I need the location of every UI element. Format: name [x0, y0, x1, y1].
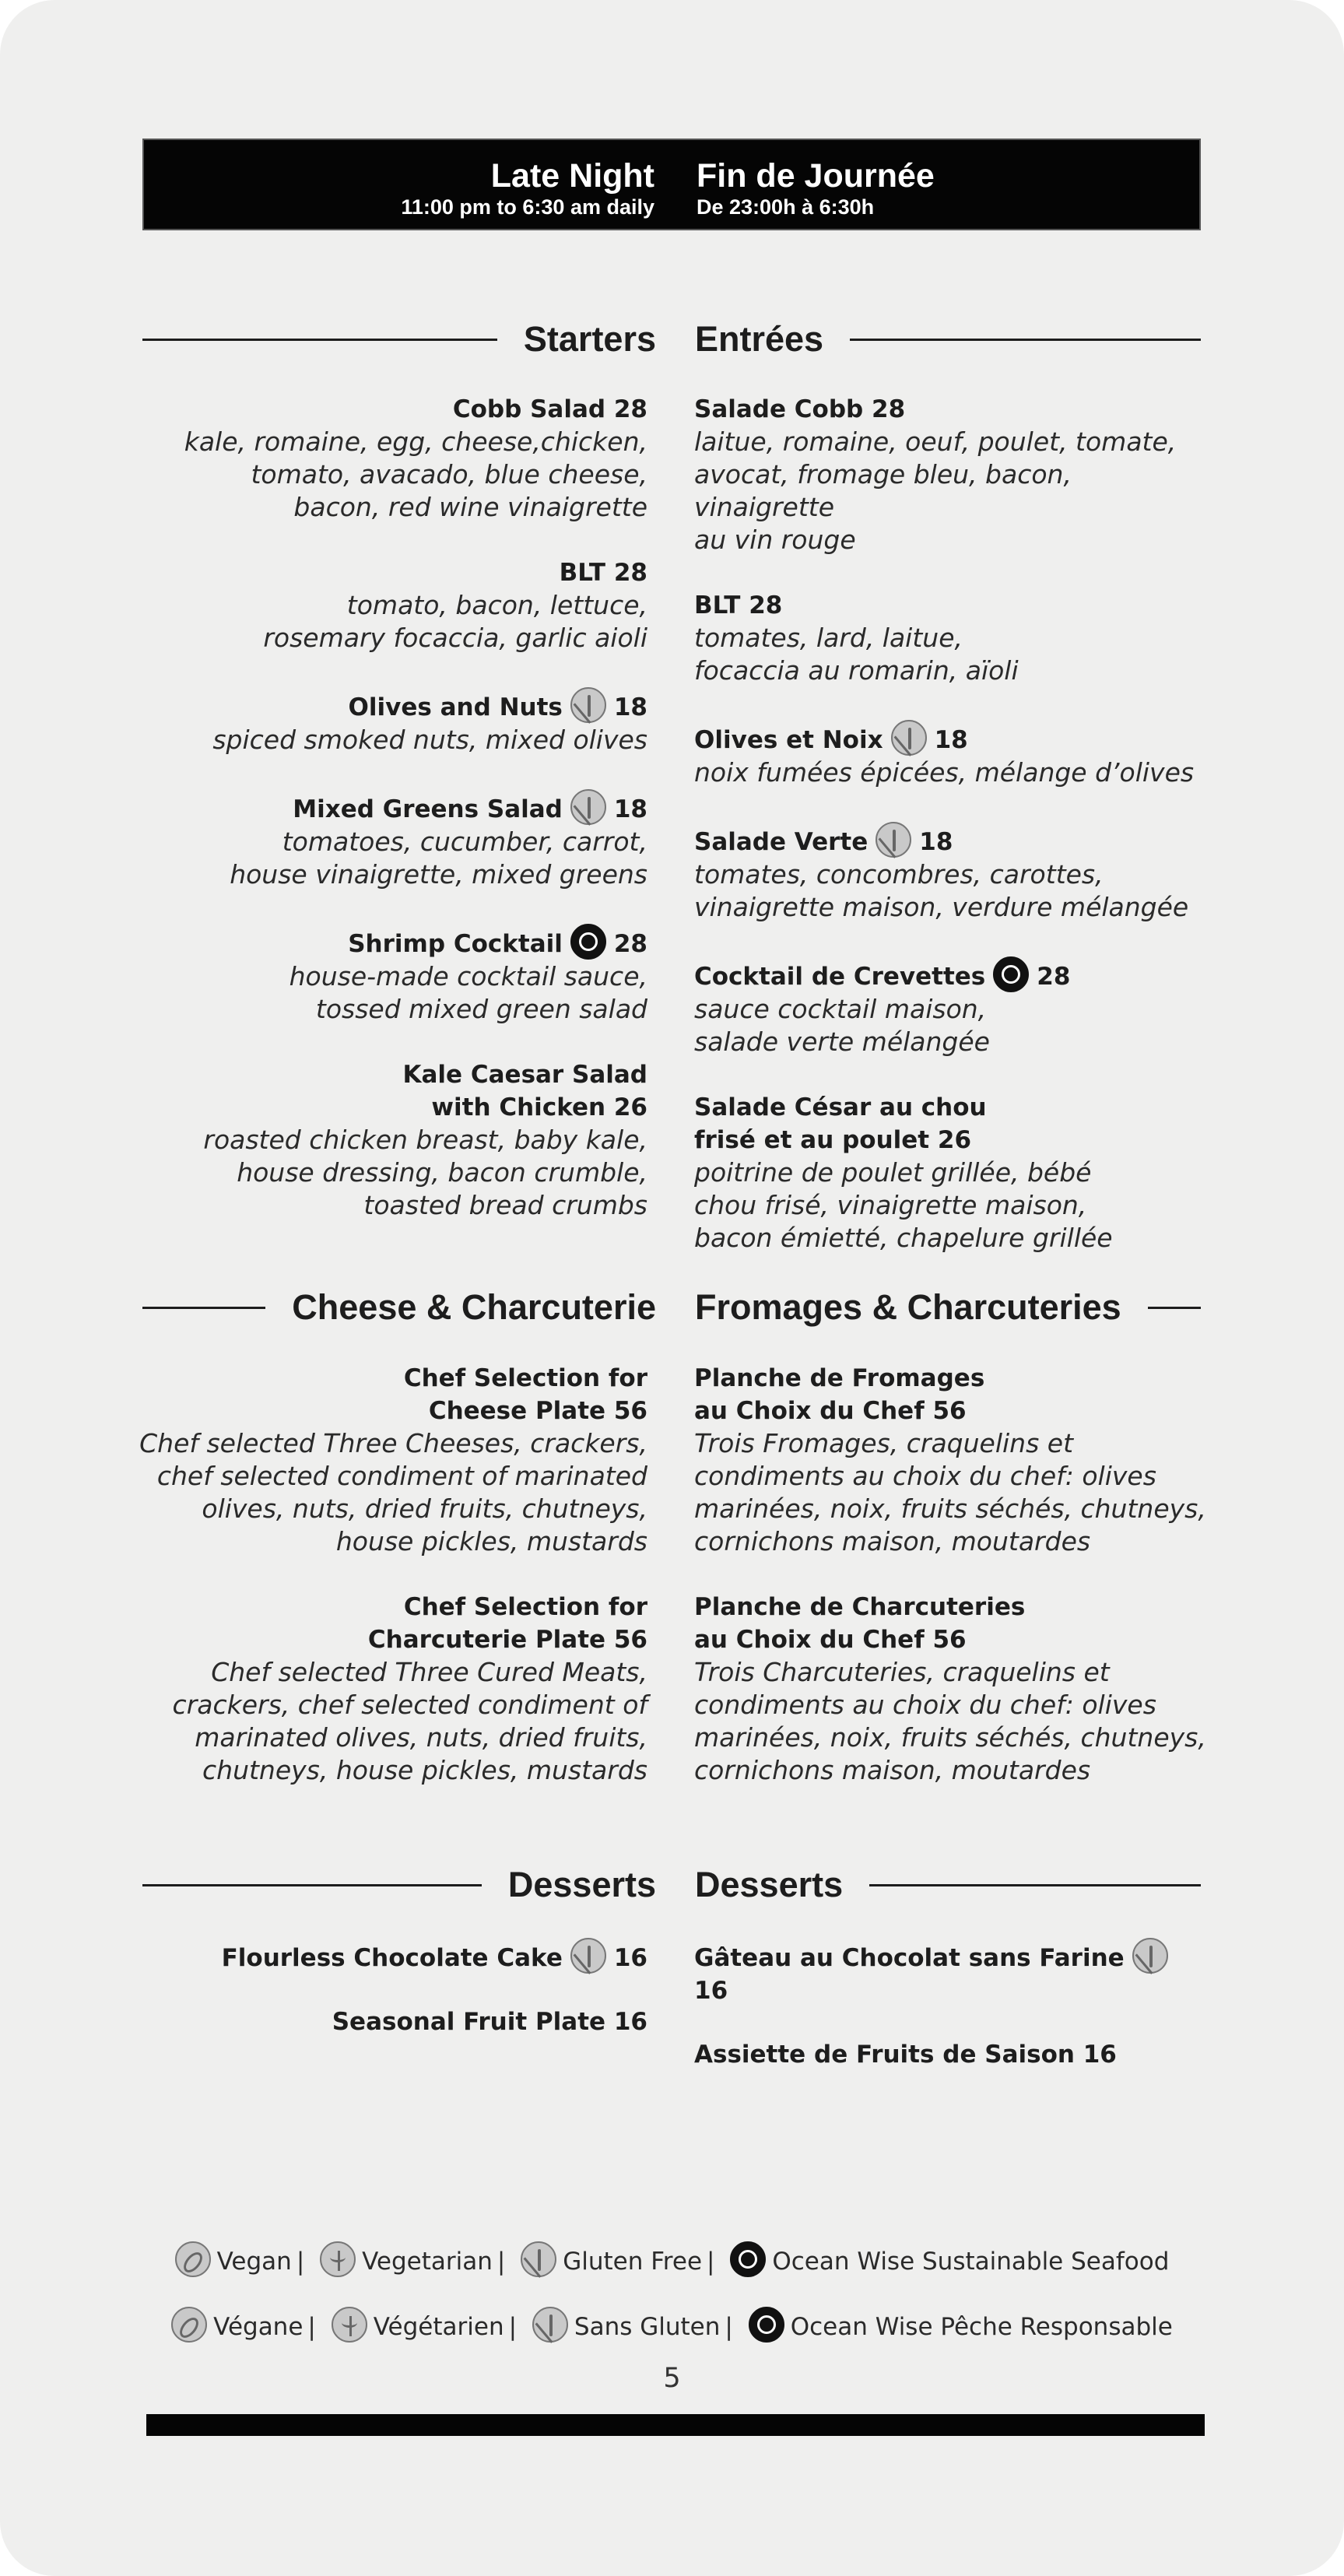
item-name: Olives et Noix [694, 726, 883, 754]
menu-item [134, 1058, 647, 1222]
menu-item [134, 1591, 647, 1787]
item-desc: tomates, concombres, carottes, [694, 859, 1104, 890]
legend-vegetarian: Végétarien [373, 2313, 504, 2341]
item-desc: spiced smoked nuts, mixed olives [212, 725, 647, 755]
late-night-hours: 11:00 pm to 6:30 am daily [401, 195, 654, 219]
menu-item [694, 720, 1208, 789]
item-desc: house dressing, bacon crumble, [237, 1157, 647, 1188]
ocean-wise-icon [730, 2241, 766, 2277]
legend-separator: | [508, 2313, 518, 2341]
item-desc: tomatoes, cucumber, carrot, [282, 826, 647, 857]
menu-item [694, 1938, 1208, 2007]
legend-ocean-wise: Ocean Wise Sustainable Seafood [772, 2248, 1170, 2276]
item-name: with Chicken 26 [431, 1093, 647, 1121]
item-desc: tomates, lard, laitue, [694, 623, 963, 653]
item-desc: bacon émietté, chapelure grillée [694, 1223, 1113, 1253]
item-desc: bacon, red wine vinaigrette [293, 492, 647, 522]
item-desc: noix fumées épicées, mélange d’olives [694, 757, 1195, 788]
item-name: Planche de Fromages [694, 1364, 985, 1392]
vegan-icon [175, 2241, 211, 2277]
desserts-heading [142, 1862, 1201, 1908]
menu-item [694, 393, 1208, 556]
item-desc: tossed mixed green salad [315, 994, 647, 1024]
item-name: Salade Cobb 28 [694, 395, 906, 423]
item-name: Mixed Greens Salad [293, 795, 563, 823]
legend-vegan: Végane [213, 2313, 304, 2341]
item-desc: chef selected condiment of marinated [156, 1461, 647, 1491]
item-desc: kale, romaine, egg, cheese,chicken, [184, 426, 647, 457]
section-title-fr: Desserts [695, 1865, 844, 1904]
menu-item [694, 1591, 1208, 1787]
menu-item [694, 956, 1208, 1058]
item-name: Kale Caesar Salad [402, 1061, 647, 1089]
legend-separator: | [707, 2248, 715, 2276]
menu-item [134, 556, 647, 655]
item-name-row [134, 687, 647, 724]
legend-fr [0, 2307, 1344, 2343]
starters-fr-column [694, 393, 1208, 1287]
item-name: Olives and Nuts [348, 693, 563, 721]
legend-vegan: Vegan [216, 2248, 292, 2276]
item-desc: toasted bread crumbs [363, 1190, 647, 1220]
item-name: Planche de Charcuteries [694, 1593, 1026, 1621]
item-name: Seasonal Fruit Plate 16 [332, 2008, 647, 2036]
menu-item [134, 789, 647, 891]
item-name: Cobb Salad 28 [452, 395, 647, 423]
footer-bar [146, 2414, 1205, 2436]
item-desc: salade verte mélangée [694, 1027, 990, 1057]
item-name: Cocktail de Crevettes [694, 963, 986, 991]
item-name: BLT 28 [559, 559, 647, 587]
title-fr [697, 157, 935, 219]
item-name: Shrimp Cocktail [348, 930, 563, 958]
section-title-en: Desserts [507, 1865, 656, 1904]
item-price: 18 [613, 795, 647, 823]
legend-separator: | [497, 2248, 506, 2276]
section-title-fr: Fromages & Charcuteries [695, 1287, 1121, 1327]
item-price: 18 [919, 828, 953, 856]
menu-item [694, 2038, 1208, 2071]
menu-item [694, 1091, 1208, 1255]
item-desc: Trois Charcuteries, craquelins et [694, 1657, 1110, 1687]
item-name-row [694, 720, 1208, 756]
heading-rule [869, 1884, 1201, 1886]
legend-separator: | [296, 2248, 305, 2276]
item-name: Chef Selection for [403, 1593, 647, 1621]
item-desc: vinaigrette maison, verdure mélangée [694, 892, 1189, 922]
title-bar [142, 139, 1201, 230]
fin-de-journee-title: Fin de Journée [697, 157, 935, 195]
vegan-icon [171, 2307, 207, 2343]
item-name: Salade César au chou [694, 1093, 987, 1121]
item-desc: poitrine de poulet grillée, bébé [694, 1157, 1092, 1188]
gluten-free-icon [891, 720, 927, 756]
cheese-fr-column [694, 1362, 1208, 1820]
menu-item [694, 589, 1208, 687]
legend-vegetarian: Vegetarian [362, 2248, 493, 2276]
item-desc: house-made cocktail sauce, [289, 961, 647, 991]
item-name-row [694, 822, 1208, 858]
item-name: Flourless Chocolate Cake [221, 1944, 563, 1972]
item-price: 18 [934, 726, 968, 754]
legend-separator: | [725, 2313, 733, 2341]
starters-heading [142, 316, 1201, 363]
starters-en-column [134, 393, 647, 1255]
cheese-en-column [134, 1362, 647, 1820]
item-name: Cheese Plate 56 [428, 1397, 647, 1425]
menu-item [134, 393, 647, 524]
item-desc: olives, nuts, dried fruits, chutneys, [202, 1493, 647, 1524]
item-desc: roasted chicken breast, baby kale, [203, 1125, 647, 1155]
menu-item [134, 2006, 647, 2038]
item-name-row [134, 924, 647, 960]
menu-item [694, 1362, 1208, 1558]
menu-item [134, 1938, 647, 1974]
section-title-en: Cheese & Charcuterie [292, 1287, 656, 1327]
item-desc: condiments au choix du chef: olives [694, 1690, 1156, 1720]
item-name: Chef Selection for [403, 1364, 647, 1392]
item-name: Salade Verte [694, 828, 869, 856]
heading-rule [142, 1307, 265, 1309]
menu-item [694, 822, 1208, 924]
menu-item [134, 687, 647, 756]
page-number: 5 [663, 2363, 681, 2394]
item-price: 16 [694, 1977, 728, 2005]
fin-de-journee-hours: De 23:00h à 6:30h [697, 195, 875, 219]
section-title-en: Starters [523, 319, 656, 359]
legend-gluten-free: Sans Gluten [574, 2313, 721, 2341]
gluten-free-icon [876, 822, 911, 858]
item-name-row [134, 1938, 647, 1974]
item-name-row [694, 1938, 1208, 2007]
item-price: 28 [613, 930, 647, 958]
item-desc: sauce cocktail maison, [694, 994, 987, 1024]
gluten-free-icon [532, 2307, 568, 2343]
item-desc: Chef selected Three Cheeses, crackers, [139, 1428, 647, 1458]
section-title-fr: Entrées [695, 319, 824, 359]
late-night-title: Late Night [490, 157, 654, 195]
item-name-row [694, 956, 1208, 993]
item-desc: condiments au choix du chef: olives [694, 1461, 1156, 1491]
cheese-heading [142, 1284, 1201, 1331]
desserts-en-column [134, 1938, 647, 2071]
legend-ocean-wise: Ocean Wise Pêche Responsable [790, 2313, 1173, 2341]
item-name: au Choix du Chef 56 [694, 1626, 967, 1654]
gluten-free-icon [1132, 1938, 1168, 1974]
gluten-free-icon [570, 1938, 606, 1974]
heading-rule [142, 1884, 482, 1886]
item-desc: avocat, fromage bleu, bacon, vinaigrette [694, 459, 1072, 522]
item-desc: rosemary focaccia, garlic aioli [263, 623, 647, 653]
item-desc: focaccia au romarin, aïoli [694, 655, 1019, 686]
menu-item [134, 1362, 647, 1558]
ocean-wise-icon [993, 956, 1029, 992]
item-desc: marinées, noix, fruits séchés, chutneys, [694, 1722, 1206, 1753]
legend-gluten-free: Gluten Free [563, 2248, 703, 2276]
heading-rule [1148, 1307, 1201, 1309]
item-desc: Trois Fromages, craquelins et [694, 1428, 1074, 1458]
menu-item [134, 924, 647, 1026]
heading-rule [850, 339, 1201, 341]
item-desc: marinées, noix, fruits séchés, chutneys, [694, 1493, 1206, 1524]
heading-rule [142, 339, 497, 341]
item-desc: au vin rouge [694, 525, 856, 555]
gluten-free-icon [570, 789, 606, 825]
desserts-fr-column [694, 1938, 1208, 2104]
item-price: 16 [613, 1944, 647, 1972]
item-desc: tomato, bacon, lettuce, [346, 590, 647, 620]
item-name: frisé et au poulet 26 [694, 1126, 972, 1154]
item-desc: crackers, chef selected condiment of [172, 1690, 647, 1720]
item-desc: house pickles, mustards [335, 1526, 647, 1556]
gluten-free-icon [521, 2241, 556, 2277]
item-desc: marinated olives, nuts, dried fruits, [195, 1722, 647, 1753]
item-desc: chou frisé, vinaigrette maison, [694, 1190, 1087, 1220]
item-desc: laitue, romaine, oeuf, poulet, tomate, [694, 426, 1177, 457]
legend-separator: | [307, 2313, 316, 2341]
legend-en [0, 2241, 1344, 2277]
item-name: Charcuterie Plate 56 [367, 1626, 647, 1654]
ocean-wise-icon [749, 2307, 784, 2343]
item-price: 28 [1037, 963, 1071, 991]
item-desc: tomato, avacado, blue cheese, [251, 459, 647, 490]
item-desc: cornichons maison, moutardes [694, 1526, 1091, 1556]
item-desc: chutneys, house pickles, mustards [202, 1755, 647, 1785]
title-en [401, 157, 654, 219]
ocean-wise-icon [570, 924, 606, 960]
vegetarian-icon [332, 2307, 367, 2343]
item-name: Gâteau au Chocolat sans Farine [694, 1944, 1125, 1972]
item-name: au Choix du Chef 56 [694, 1397, 967, 1425]
item-desc: Chef selected Three Cured Meats, [211, 1657, 647, 1687]
item-name-row [134, 789, 647, 826]
item-desc: house vinaigrette, mixed greens [230, 859, 647, 890]
item-desc: cornichons maison, moutardes [694, 1755, 1091, 1785]
vegetarian-icon [320, 2241, 356, 2277]
item-name: BLT 28 [694, 591, 783, 619]
item-price: 18 [613, 693, 647, 721]
gluten-free-icon [570, 687, 606, 723]
item-name: Assiette de Fruits de Saison 16 [694, 2041, 1117, 2069]
